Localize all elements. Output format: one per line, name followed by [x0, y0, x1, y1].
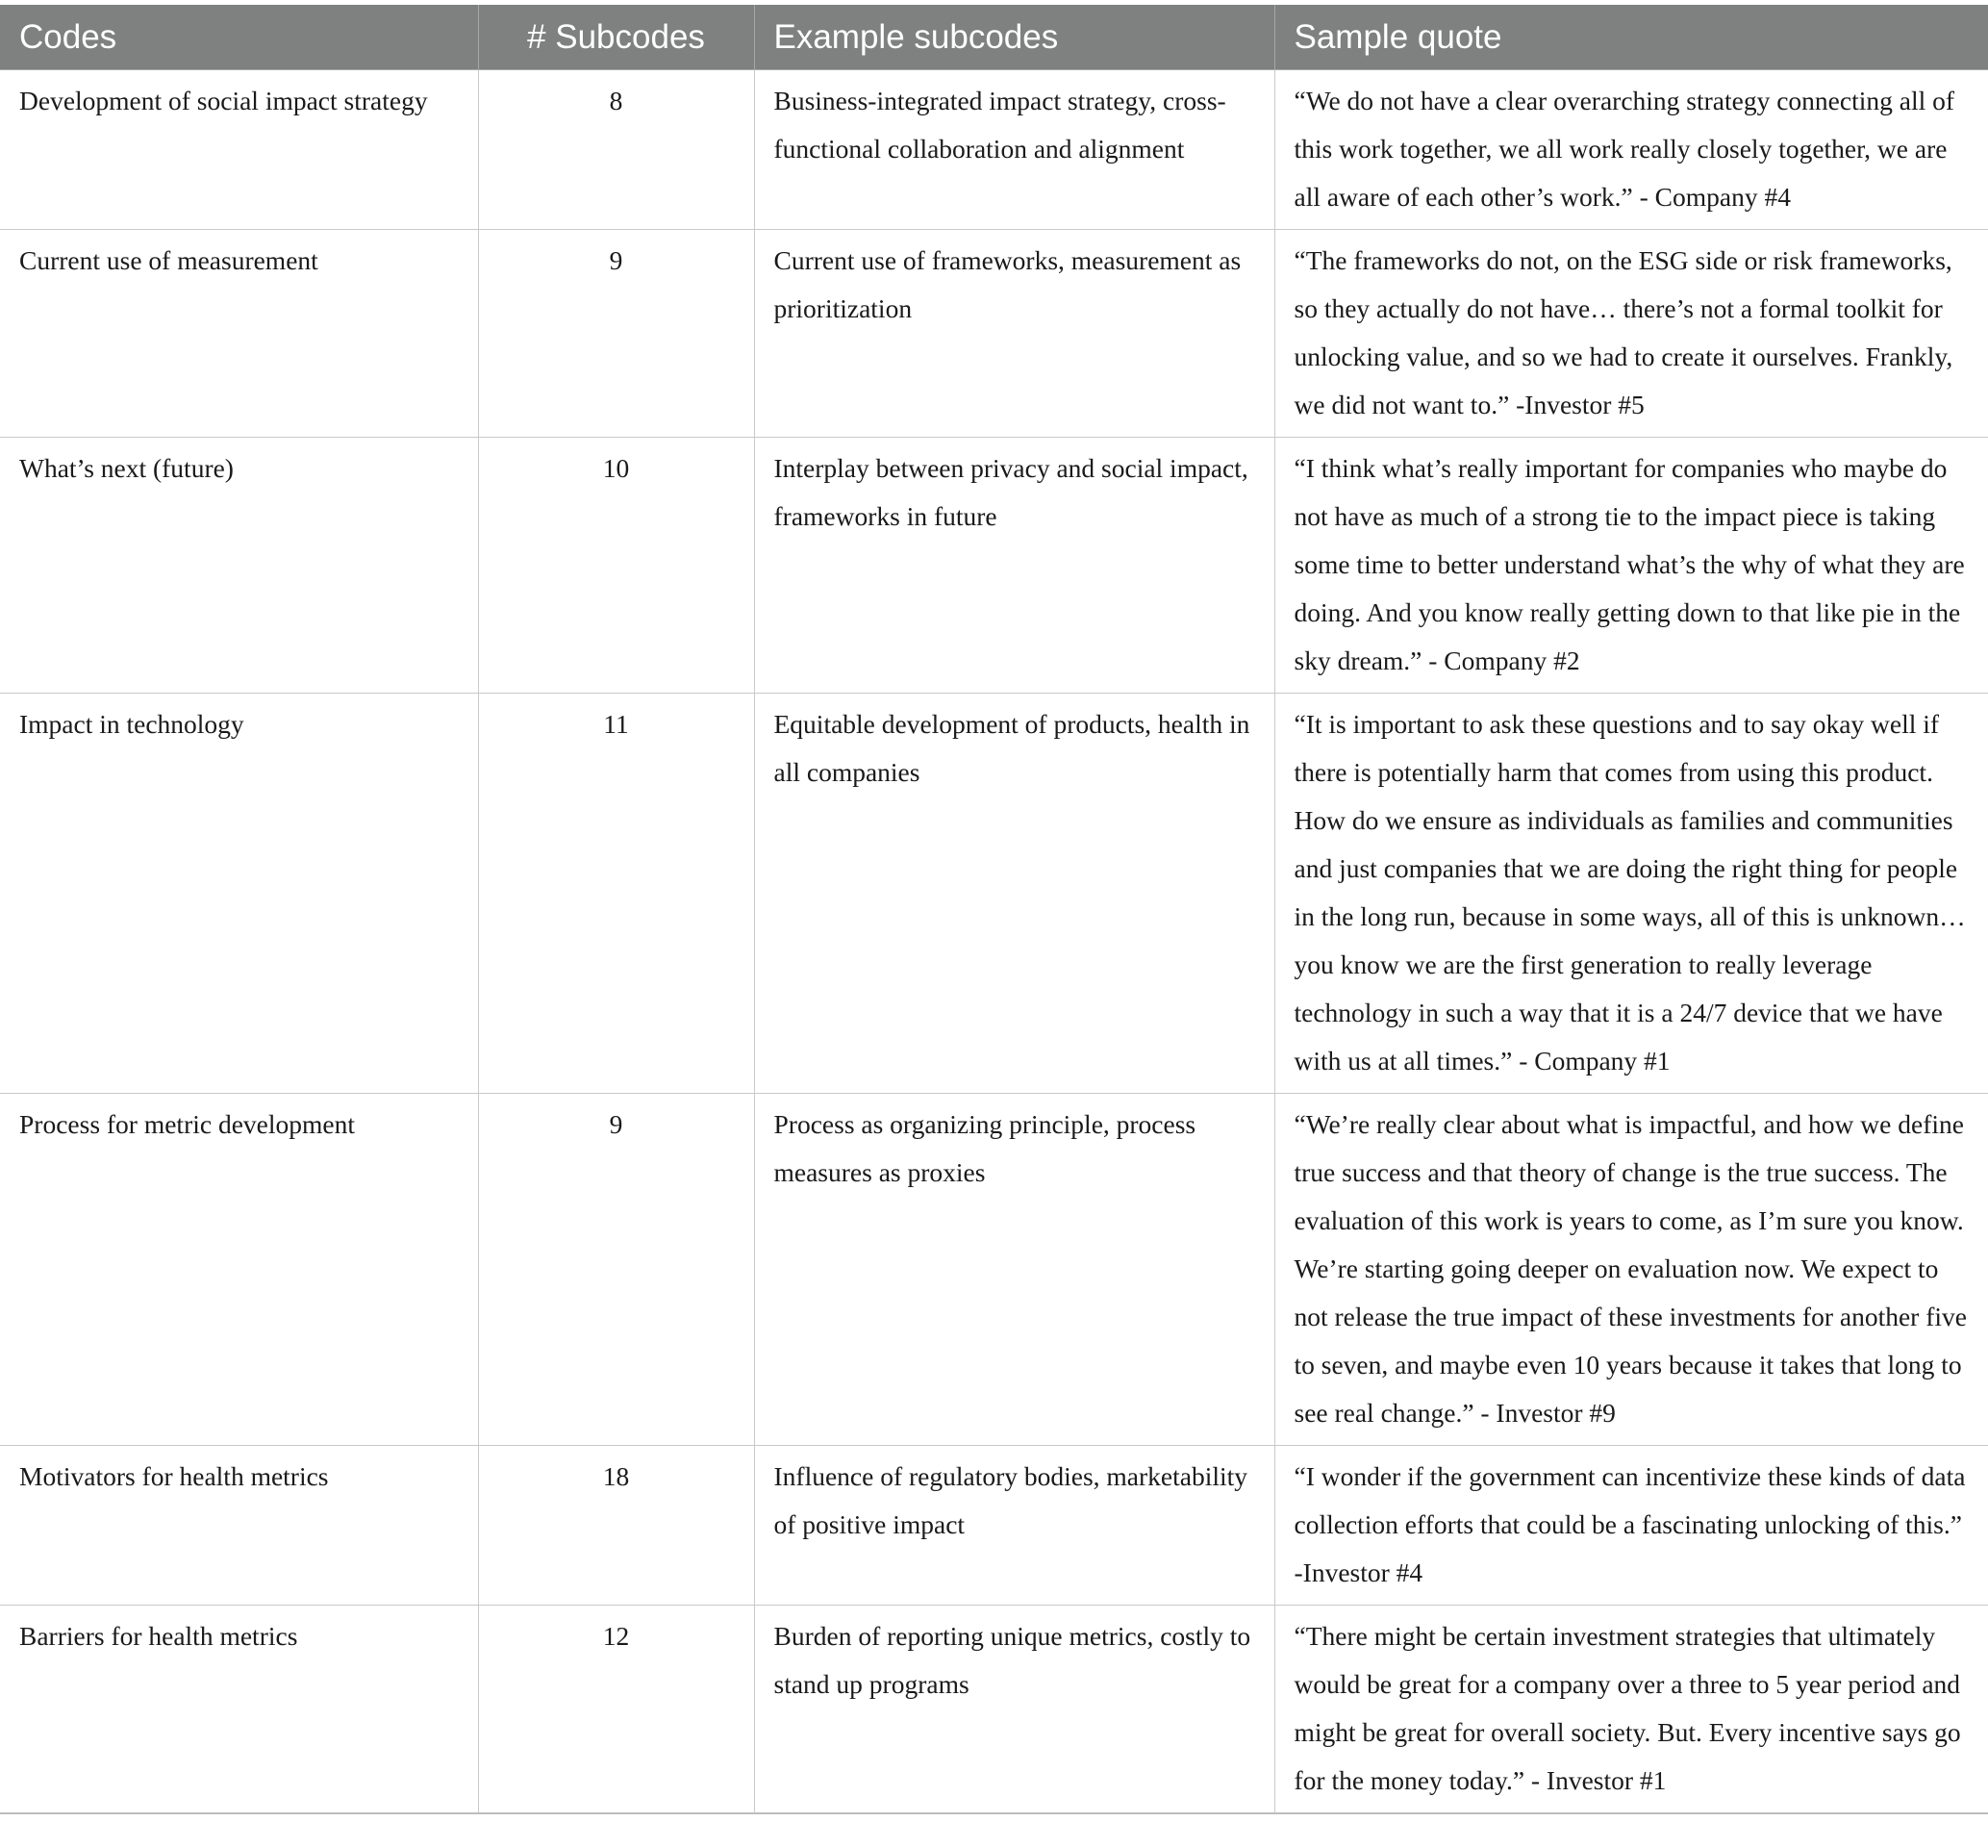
subcode-count-cell: 9 [478, 1094, 754, 1446]
table-row [0, 694, 1988, 1094]
sample-quote-cell: “There might be certain investment strategies that ultimately would be great for a company over a three to 5 year period and might be great for overall society. But. Every incentive says go for the money today.” - Investor #1 [1274, 1606, 1988, 1814]
example-subcodes-cell: Business-integrated impact strategy, cross-functional collaboration and alignment [754, 70, 1274, 230]
code-cell: Barriers for health metrics [0, 1606, 478, 1814]
subcode-count-cell: 8 [478, 70, 754, 230]
code-cell: Current use of measurement [0, 230, 478, 438]
example-subcodes-cell: Process as organizing principle, process measures as proxies [754, 1094, 1274, 1446]
header-codes: Codes [0, 5, 478, 70]
table-row [0, 1094, 1988, 1446]
subcode-count-cell: 18 [478, 1446, 754, 1606]
header-example-subcodes: Example subcodes [754, 5, 1274, 70]
code-cell: Development of social impact strategy [0, 70, 478, 230]
subcode-count-cell: 11 [478, 694, 754, 1094]
sample-quote-cell: “We’re really clear about what is impactful, and how we define true success and that theory of change is the true success. The evaluation of this work is years to come, as I’m sure you know. We’re starting going deeper on evaluation now. We expect to not release the true impact of these investments for another five to seven, and maybe even 10 years because it takes that long to see real change.” - Investor #9 [1274, 1094, 1988, 1446]
table-row [0, 438, 1988, 694]
codes-table-container [0, 5, 1988, 1814]
code-cell: Motivators for health metrics [0, 1446, 478, 1606]
example-subcodes-cell: Interplay between privacy and social impact, frameworks in future [754, 438, 1274, 694]
table-row [0, 1446, 1988, 1606]
subcode-count-cell: 9 [478, 230, 754, 438]
table-row [0, 70, 1988, 230]
header-subcode-count: # Subcodes [478, 5, 754, 70]
table-row [0, 1606, 1988, 1814]
table-body [0, 70, 1988, 1814]
table-row [0, 230, 1988, 438]
example-subcodes-cell: Burden of reporting unique metrics, costly to stand up programs [754, 1606, 1274, 1814]
subcode-count-cell: 10 [478, 438, 754, 694]
sample-quote-cell: “I think what’s really important for companies who maybe do not have as much of a strong tie to the impact piece is taking some time to better understand what’s the why of what they are doing. And you know really getting down to that like pie in the sky dream.” - Company #2 [1274, 438, 1988, 694]
code-cell: What’s next (future) [0, 438, 478, 694]
subcode-count-cell: 12 [478, 1606, 754, 1814]
sample-quote-cell: “We do not have a clear overarching strategy connecting all of this work together, we all work really closely together, we are all aware of each other’s work.” - Company #4 [1274, 70, 1988, 230]
sample-quote-cell: “I wonder if the government can incentivize these kinds of data collection efforts that could be a fascinating unlocking of this.” -Investor #4 [1274, 1446, 1988, 1606]
code-cell: Impact in technology [0, 694, 478, 1094]
example-subcodes-cell: Current use of frameworks, measurement as prioritization [754, 230, 1274, 438]
code-cell: Process for metric development [0, 1094, 478, 1446]
table-header [0, 5, 1988, 70]
codes-table [0, 5, 1988, 1814]
sample-quote-cell: “The frameworks do not, on the ESG side or risk frameworks, so they actually do not have… there’s not a formal toolkit for unlocking value, and so we had to create it ourselves. Frankly, we did not want to.” -Investor #5 [1274, 230, 1988, 438]
sample-quote-cell: “It is important to ask these questions and to say okay well if there is potentially harm that comes from using this product. How do we ensure as individuals as families and communities and just companies that we are doing the right thing for people in the long run, because in some ways, all of this is unknown… you know we are the first generation to really leverage technology in such a way that it is a 24/7 device that we have with us at all times.” - Company #1 [1274, 694, 1988, 1094]
example-subcodes-cell: Equitable development of products, health in all companies [754, 694, 1274, 1094]
header-sample-quote: Sample quote [1274, 5, 1988, 70]
example-subcodes-cell: Influence of regulatory bodies, marketability of positive impact [754, 1446, 1274, 1606]
header-row [0, 5, 1988, 70]
